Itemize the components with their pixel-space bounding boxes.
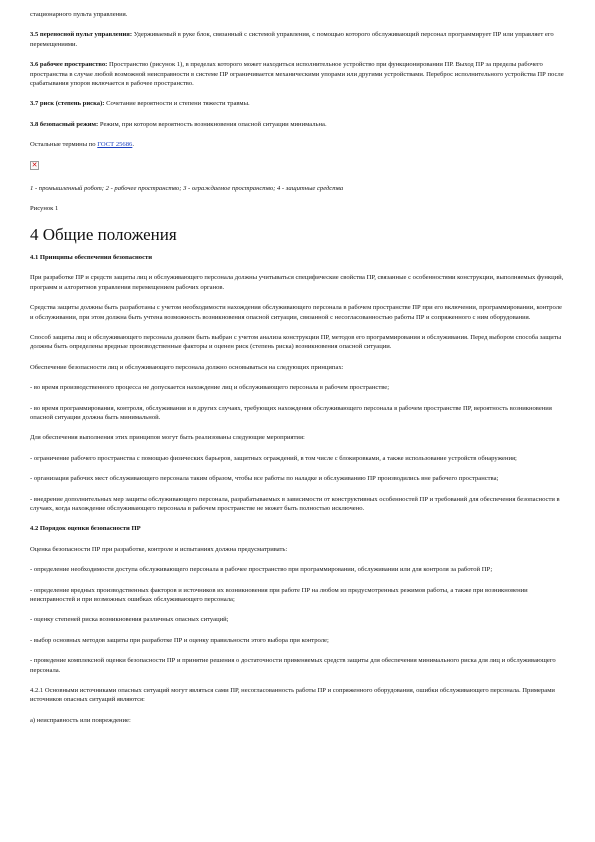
definition-3-7	[30, 99, 565, 108]
list-item: - определение вредных производственных факторов и источников их возникновения при работе ПР на любом из предусмотренных режимов работы, а также при возникновении неисправностей и при возможных ошибках обслуживающего персонала;	[30, 586, 528, 603]
broken-image-icon	[30, 161, 39, 170]
term: 3.8 безопасный режим:	[30, 120, 99, 128]
list-item: а) неисправность или повреждение:	[30, 716, 131, 724]
other-terms-text: Остальные термины по	[30, 141, 96, 149]
list-item: - внедрение дополнительных мер защиты обслуживающего персонала, разрабатываемых в зависимости от конструктивных особенностей ПР и требований для обеспечения безопасности в случаях, когда нахождение обслуживающего персонала в рабочем пространстве не может быть полностью исключено.	[30, 495, 560, 512]
definition-3-8	[30, 120, 565, 129]
list-item: - ограничение рабочего пространства с помощью физических барьеров, защитных ограждений, в том числе с блокировками, а также использование устройств обнаружения;	[30, 454, 517, 462]
gost-link[interactable]: ГОСТ 25686	[97, 141, 133, 149]
figure-legend: 1 - промышленный робот; 2 - рабочее пространство; 3 - ограждаемое пространство; 4 - защитные средства	[30, 185, 344, 193]
paragraph: Способ защиты лиц и обслуживающего персонала должен быть выбран с учетом анализа конструкции ПР, методов его программирования и обслуживания. Перед выбором способа защиты должны быть определены вредные производственные факторы и оценен риск (степень риска) возникновения опасной ситуации.	[30, 333, 562, 351]
period: .	[132, 141, 134, 149]
other-terms	[30, 140, 565, 149]
list-item: - оценку степеней риска возникновения различных опасных ситуаций;	[30, 616, 229, 624]
list-item: - во время программирования, контроля, обслуживания и в других случаях, требующих нахождения обслуживающего персонала в рабочем пространстве ПР, вероятность возникновения опасной ситуации должна быть минимальной.	[30, 404, 552, 421]
list-item: - проведение комплексной оценки безопасности ПР и принятие решения о достаточности применяемых средств защиты для обеспечения минимального риска для лиц и обслуживающего персонала.	[30, 657, 556, 674]
definition-text: Пространство (рисунок 1), в пределах которого может находиться исполнительное устройство при функционировании ПР. Выход ПР за пределы рабочего пространства в случае любой возможной неисправности в системе ПР ограничивается механическими упорами или другими устройствами. Переброс исполнительного устройства ПР после срабатывания упоров включается в рабочее пространство.	[30, 61, 564, 88]
list-item: - выбор основных методов защиты при разработке ПР и оценку правильности этого выбора при контроле;	[30, 636, 329, 644]
paragraph: Обеспечение безопасности лиц и обслуживающего персонала должно основываться на следующих принципах:	[30, 363, 344, 371]
figure-caption: Рисунок 1	[30, 205, 59, 213]
definition-text: Сочетание вероятности и степени тяжести травмы.	[106, 100, 250, 108]
definition-text: Режим, при котором вероятность возникновения опасной ситуации минимальна.	[99, 120, 327, 128]
paragraph: Оценка безопасности ПР при разработке, контроле и испытаниях должна предусматривать:	[30, 545, 288, 553]
paragraph: При разработке ПР и средств защиты лиц и обслуживающего персонала должны учитываться специфические свойства ПР, связанные с особенностями конструкции, выполняемых функций, программ и алгоритмов управления перемещением рабочих органов.	[30, 274, 564, 291]
subsection-title-4-2: 4.2 Порядок оценки безопасности ПР	[30, 525, 141, 533]
definition-3-6	[30, 60, 565, 88]
figure-1-image	[30, 161, 565, 184]
term: 3.6 рабочее пространство:	[30, 61, 108, 69]
paragraph: Для обеспечения выполнения этих принципов могут быть реализованы следующие мероприятия:	[30, 434, 305, 442]
paragraph: стационарного пульта управления.	[30, 11, 128, 18]
section-heading: 4 Общие положения	[30, 224, 177, 244]
list-item: - организация рабочих мест обслуживающего персонала таким образом, чтобы все работы по наладке и обслуживанию ПР производились вне рабочего пространства;	[30, 475, 499, 483]
definition-3-5	[30, 30, 565, 49]
definition-text: Удерживаемый в руке блок, связанный с системой управления, с помощью которого обслуживающий персонал программирует ПР или управляет его перемещениями.	[30, 31, 554, 48]
list-item: - определение необходимости доступа обслуживающего персонала в рабочее пространство при программировании, обслуживании или для контроля за работой ПР;	[30, 566, 493, 574]
term: 3.5 переносной пульт управления:	[30, 31, 133, 39]
subsection-title-4-1: 4.1 Принципы обеспечения безопасности	[30, 253, 153, 261]
paragraph: 4.2.1 Основными источниками опасных ситуаций могут являться сами ПР, несогласованность работы ПР и сопряженного оборудования, ошибки обслуживающего персонала. Примерами источников опасных ситуаций являются:	[30, 687, 555, 704]
list-item: - во время производственного процесса не допускается нахождение лиц и обслуживающего персонала в рабочем пространстве;	[30, 384, 390, 392]
term: 3.7 риск (степень риска):	[30, 100, 105, 108]
paragraph: Средства защиты должны быть разработаны с учетом необходимости нахождения обслуживающего персонала в рабочем пространстве ПР при его включении, программировании, контроле и обслуживании, при этом должна быть учтена возможность возникновения опасной ситуации, связанной с несогласованностью работы ПР и сопряженного с ним оборудования.	[30, 304, 562, 321]
